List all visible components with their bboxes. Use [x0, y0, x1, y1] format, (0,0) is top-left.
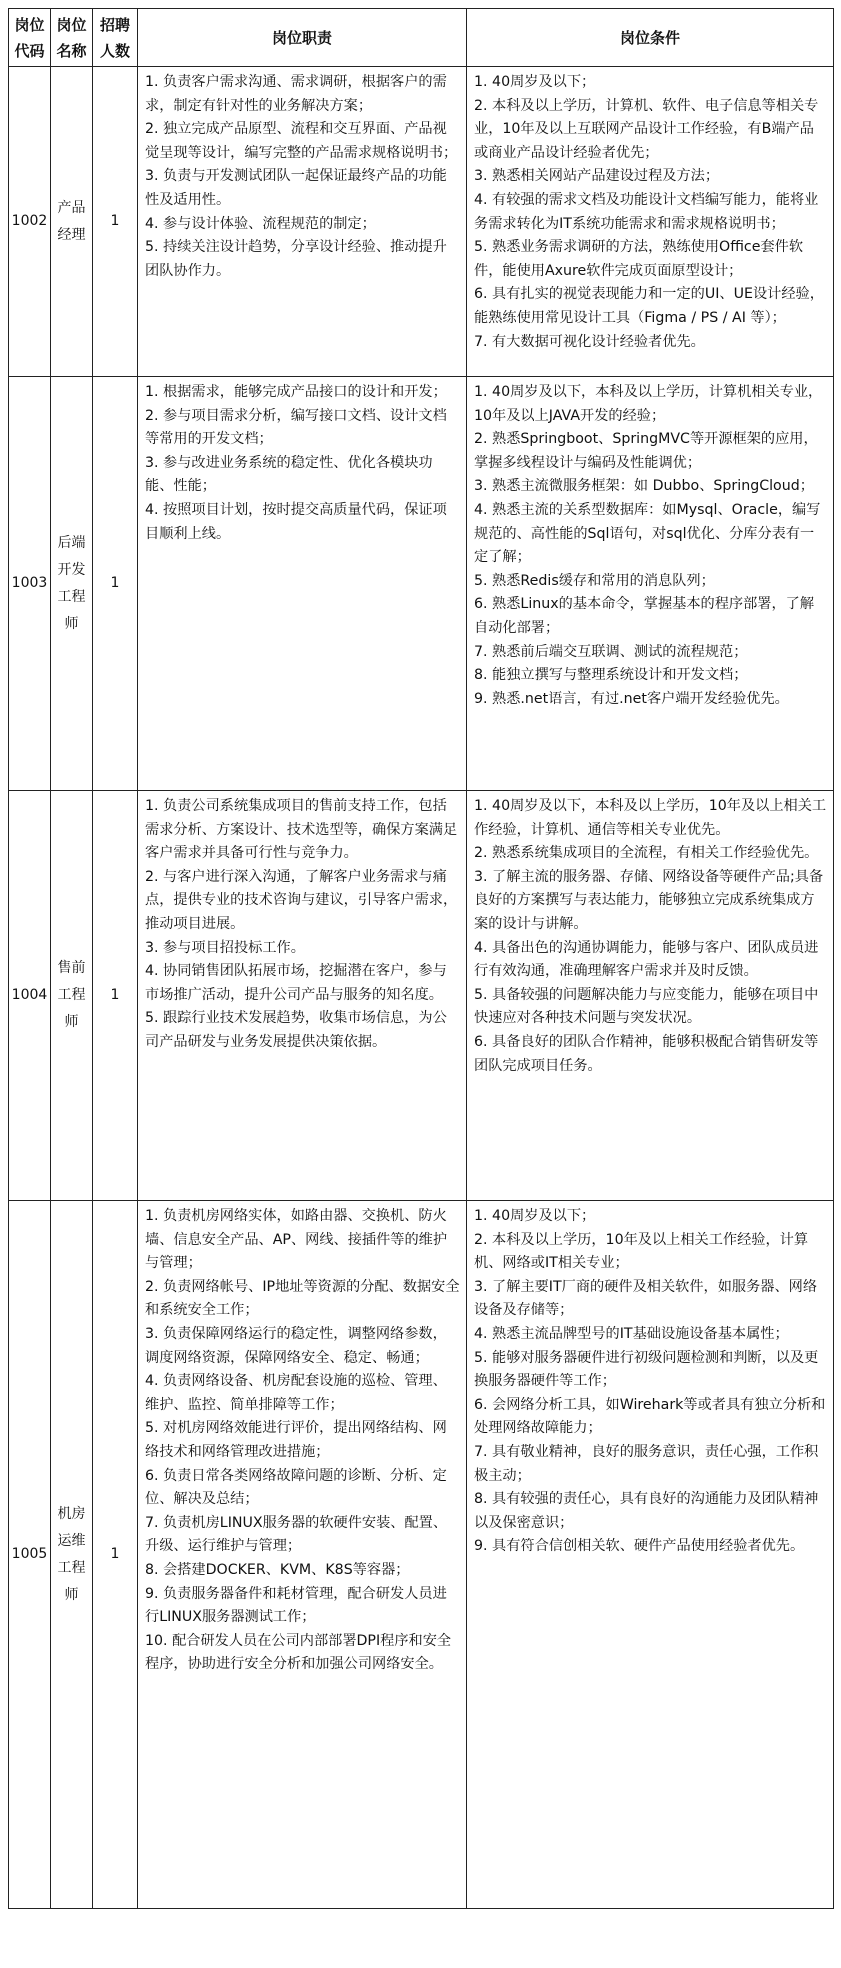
duty-item: 4. 协同销售团队拓展市场，挖掘潜在客户，参与市场推广活动，提升公司产品与服务的知名度。: [145, 963, 447, 1003]
requirement-item: 3. 了解主要IT厂商的硬件及相关软件，如服务器、网络设备及存储等；: [474, 1278, 818, 1319]
requirement-item: 2. 本科及以上学历，计算机、软件、电子信息等相关专业，10年及以上互联网产品设计工作经验，有B端产品或商业产品设计经验者优先；: [474, 97, 819, 161]
requirement-item: 3. 了解主流的服务器、存储、网络设备等硬件产品;具备良好的方案撰写与表达能力，能够独立完成系统集成方案的设计与讲解。: [474, 868, 824, 932]
requirement-item: 2. 熟悉系统集成项目的全流程，有相关工作经验优先。: [474, 845, 819, 862]
job-count: 1: [93, 791, 138, 1201]
job-name-line: 产品: [57, 199, 86, 216]
job-duties: [138, 377, 467, 791]
requirement-item: 7. 具有敬业精神，良好的服务意识，责任心强，工作积极主动；: [474, 1443, 819, 1484]
header-row: [9, 9, 834, 67]
job-requirements: [467, 67, 834, 377]
job-name-line: 师: [64, 615, 79, 632]
duty-item: 2. 独立完成产品原型、流程和交互界面、产品视觉呈现等设计，编写完整的产品需求规格说明书；: [145, 121, 458, 161]
requirement-item: 1. 40周岁及以下，本科及以上学历，10年及以上相关工作经验，计算机、通信等相关专业优先。: [474, 798, 827, 838]
requirement-item: 4. 有较强的需求文档及功能设计文档编写能力，能将业务需求转化为IT系统功能需求和需求规格说明书；: [474, 191, 819, 232]
header-code-line-2: 代码: [14, 41, 45, 60]
job-requirements: [467, 377, 834, 791]
header-count: [93, 9, 138, 67]
job-name-line: 工程: [57, 588, 86, 605]
duty-item: 3. 负责与开发测试团队一起保证最终产品的功能性及适用性。: [145, 168, 447, 208]
header-code-line-1: 岗位: [14, 15, 45, 34]
job-name-line: 工程: [57, 987, 86, 1003]
job-requirements: [467, 1201, 834, 1909]
duty-item: 2. 与客户进行深入沟通，了解客户业务需求与痛点，提供专业的技术咨询与建议，引导客户需求，推动项目进展。: [145, 868, 458, 932]
job-count: 1: [93, 377, 138, 791]
job-name-line: 师: [64, 1014, 79, 1030]
table-row: [9, 67, 834, 377]
job-table: [8, 8, 834, 1909]
duty-item: 7. 负责机房LINUX服务器的软硬件安装、配置、升级、运行维护与管理；: [145, 1514, 448, 1555]
requirement-item: 6. 具备良好的团队合作精神，能够积极配合销售研发等团队完成项目任务。: [474, 1033, 819, 1074]
job-name-line: 工程: [57, 1559, 86, 1576]
duty-item: 3. 参与改进业务系统的稳定性、优化各模块功能、性能；: [145, 454, 433, 495]
job-code: 1002: [9, 67, 51, 377]
duty-item: 5. 对机房网络效能进行评价，提出网络结构、网络技术和网络管理改进措施；: [145, 1420, 447, 1460]
duty-item: 1. 负责客户需求沟通、需求调研，根据客户的需求，制定有针对性的业务解决方案；: [145, 74, 447, 114]
duty-item: 2. 参与项目需求分析，编写接口文档、设计文档等常用的开发文档；: [145, 407, 447, 448]
requirement-item: 4. 具备出色的沟通协调能力，能够与客户、团队成员进行有效沟通，准确理解客户需求并及时反馈。: [474, 939, 819, 980]
job-name-line: 经理: [57, 226, 86, 243]
job-name: [51, 67, 93, 377]
duty-item: 1. 负责机房网络实体，如路由器、交换机、防火墙、信息安全产品、AP、网线、接插件等的维护与管理；: [145, 1208, 448, 1272]
requirement-item: 1. 40周岁及以下；: [474, 1208, 596, 1224]
job-code: 1004: [9, 791, 51, 1201]
job-code: 1003: [9, 377, 51, 791]
duty-item: 2. 负责网络帐号、IP地址等资源的分配、数据安全和系统安全工作；: [145, 1278, 460, 1319]
header-code: [9, 9, 51, 67]
requirement-item: 8. 具有较强的责任心，具有良好的沟通能力及团队精神以及保密意识；: [474, 1491, 819, 1531]
requirement-item: 7. 熟悉前后端交互联调、测试的流程规范；: [474, 643, 748, 660]
header-name: [51, 9, 93, 67]
duty-item: 5. 跟踪行业技术发展趋势，收集市场信息，为公司产品研发与业务发展提供决策依据。: [145, 1010, 447, 1050]
requirement-item: 8. 能独立撰写与整理系统设计和开发文档；: [474, 667, 748, 684]
requirement-item: 1. 40周岁及以下，本科及以上学历，计算机相关专业，10年及以上JAVA开发的经验；: [474, 384, 823, 424]
requirement-item: 5. 熟悉业务需求调研的方法，熟练使用Office套件软件，能使用Axure软件完成页面原型设计；: [474, 239, 804, 279]
requirement-item: 7. 有大数据可视化设计经验者优先。: [474, 333, 705, 350]
job-duties: [138, 67, 467, 377]
job-count: 1: [93, 1201, 138, 1909]
job-name-line: 机房: [57, 1505, 86, 1522]
job-name: [51, 1201, 93, 1909]
job-name-line: 开发: [57, 561, 86, 578]
header-name-line-1: 岗位: [56, 15, 87, 34]
duty-item: 8. 会搭建DOCKER、KVM、K8S等容器；: [145, 1561, 410, 1578]
job-name: [51, 791, 93, 1201]
job-requirements: [467, 791, 834, 1201]
job-name-line: 师: [64, 1586, 79, 1603]
job-duties: [138, 791, 467, 1201]
table-row: [9, 377, 834, 791]
requirement-item: 6. 会网络分析工具，如Wirehark等或者具有独立分析和处理网络故障能力；: [474, 1396, 826, 1437]
duty-item: 3. 负责保障网络运行的稳定性，调整网络参数，调度网络资源，保障网络安全、稳定、畅通；: [145, 1325, 447, 1366]
header-count-line-1: 招聘: [99, 15, 130, 34]
duty-item: 9. 负责服务器备件和耗材管理，配合研发人员进行LINUX服务器测试工作；: [145, 1585, 447, 1626]
header-requirements: 岗位条件: [467, 9, 834, 67]
requirement-item: 2. 本科及以上学历，10年及以上相关工作经验，计算机、网络或IT相关专业；: [474, 1231, 809, 1272]
duty-item: 5. 持续关注设计趋势，分享设计经验、推动提升团队协作力。: [145, 239, 447, 279]
requirement-item: 9. 熟悉.net语言，有过.net客户端开发经验优先。: [474, 690, 789, 707]
duty-item: 4. 参与设计体验、流程规范的制定；: [145, 215, 376, 232]
duty-item: 4. 负责网络设备、机房配套设施的巡检、管理、维护、监控、简单排障等工作；: [145, 1373, 447, 1413]
requirement-item: 5. 熟悉Redis缓存和常用的消息队列；: [474, 572, 715, 589]
job-count: 1: [93, 67, 138, 377]
requirement-item: 4. 熟悉主流品牌型号的IT基础设施设备基本属性；: [474, 1325, 789, 1342]
table-row: [9, 1201, 834, 1909]
requirement-item: 3. 熟悉主流微服务框架：如 Dubbo、SpringCloud；: [474, 478, 814, 495]
header-count-line-2: 人数: [99, 41, 130, 60]
requirement-item: 6. 具有扎实的视觉表现能力和一定的UI、UE设计经验，能熟练使用常见设计工具（Figma / PS / AI 等）；: [474, 286, 824, 326]
requirement-item: 5. 能够对服务器硬件进行初级问题检测和判断，以及更换服务器硬件等工作；: [474, 1349, 819, 1390]
duty-item: 4. 按照项目计划，按时提交高质量代码，保证项目顺利上线。: [145, 501, 447, 542]
job-name-line: 售前: [57, 960, 86, 976]
duty-item: 6. 负责日常各类网络故障问题的诊断、分析、定位、解决及总结；: [145, 1467, 447, 1508]
header-name-line-2: 名称: [56, 41, 87, 60]
requirement-item: 4. 熟悉主流的关系型数据库：如Mysql、Oracle，编写规范的、高性能的Sql语句，对sql优化、分库分表有一定了解；: [474, 501, 821, 566]
job-name: [51, 377, 93, 791]
job-name-line: 运维: [57, 1532, 86, 1549]
requirement-item: 5. 具备较强的问题解决能力与应变能力，能够在项目中快速应对各种技术问题与突发状况。: [474, 986, 819, 1027]
header-duties: 岗位职责: [138, 9, 467, 67]
requirement-item: 6. 熟悉Linux的基本命令，掌握基本的程序部署，了解自动化部署；: [474, 596, 815, 636]
table-row: [9, 791, 834, 1201]
requirement-item: 9. 具有符合信创相关软、硬件产品使用经验者优先。: [474, 1538, 805, 1555]
job-duties: [138, 1201, 467, 1909]
job-name-line: 后端: [57, 534, 86, 551]
duty-item: 10. 配合研发人员在公司内部部署DPI程序和安全程序，协助进行安全分析和加强公司网络安全。: [145, 1632, 452, 1673]
job-code: 1005: [9, 1201, 51, 1909]
duty-item: 1. 根据需求，能够完成产品接口的设计和开发；: [145, 384, 447, 400]
requirement-item: 1. 40周岁及以下；: [474, 74, 596, 90]
requirement-item: 2. 熟悉Springboot、SpringMVC等开源框架的应用，掌握多线程设计与编码及性能调优；: [474, 431, 818, 471]
requirement-item: 3. 熟悉相关网站产品建设过程及方法；: [474, 168, 720, 185]
duty-item: 3. 参与项目招投标工作。: [145, 939, 305, 956]
duty-item: 1. 负责公司系统集成项目的售前支持工作，包括需求分析、方案设计、技术选型等，确保方案满足客户需求并具备可行性与竞争力。: [145, 798, 458, 862]
